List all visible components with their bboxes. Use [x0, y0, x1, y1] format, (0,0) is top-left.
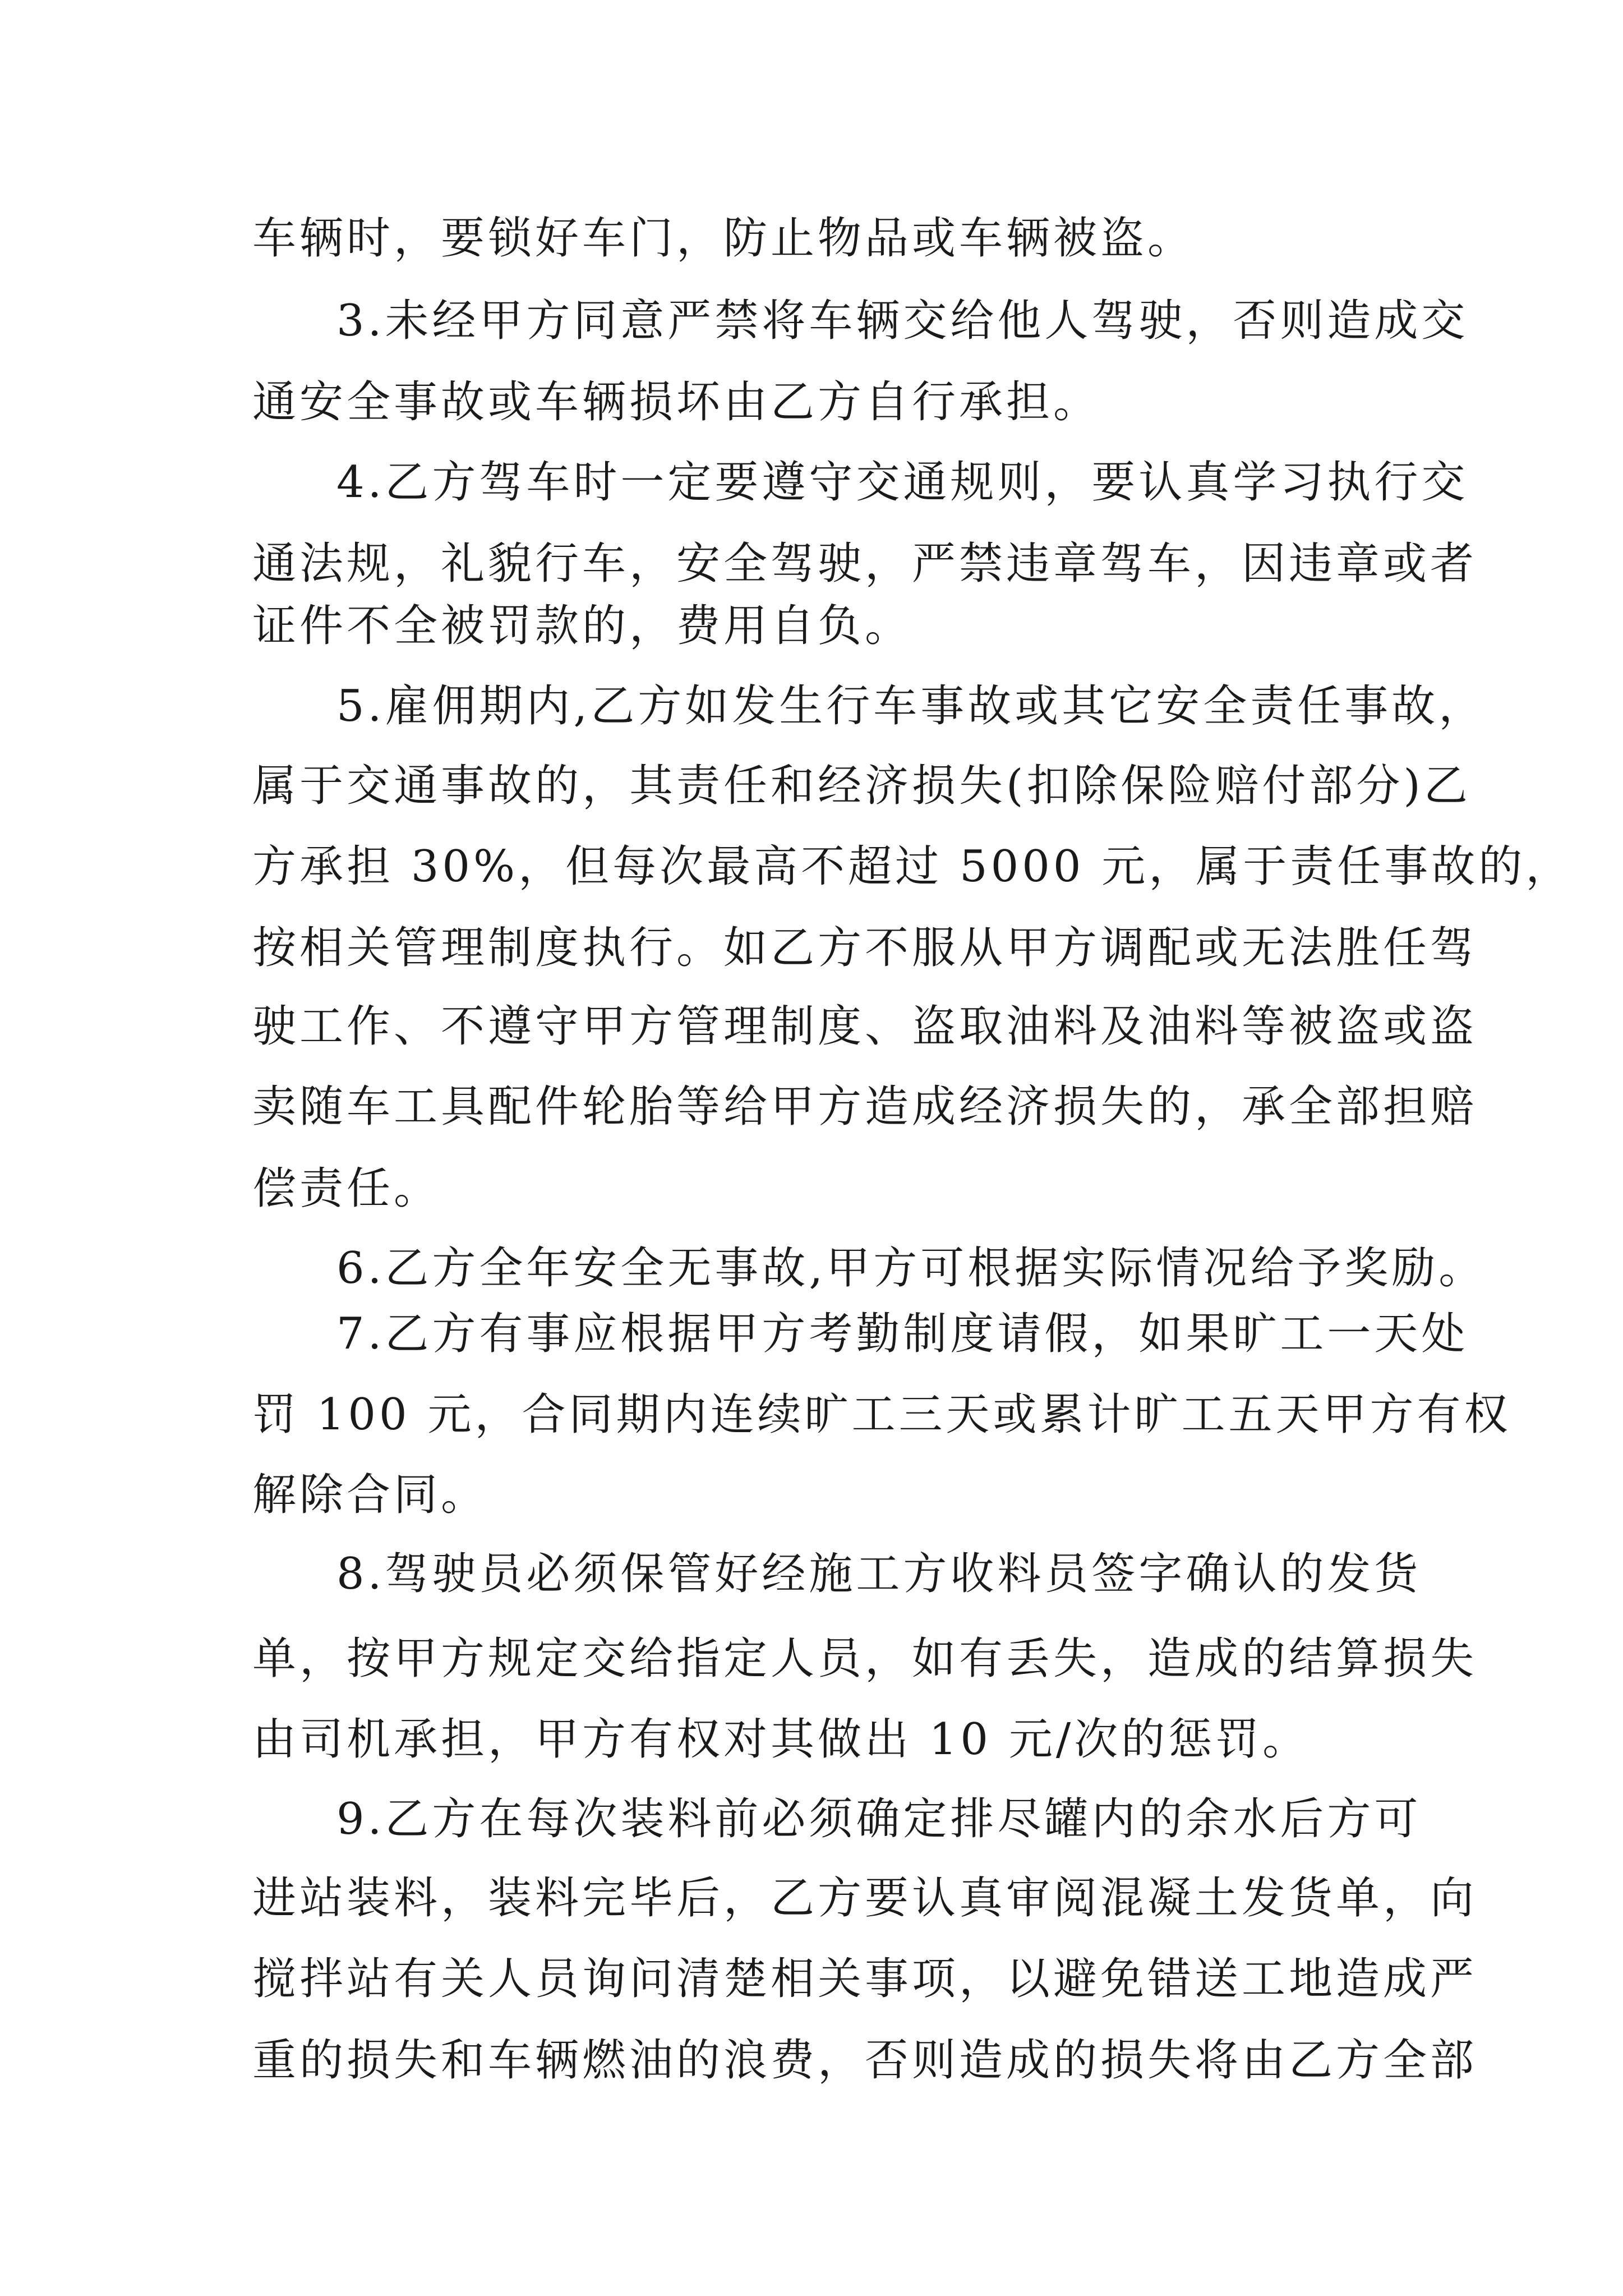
- clause-9-line-1: 9.乙方在每次装料前必须确定排尽罐内的余水后方可: [336, 1794, 1422, 1844]
- clause-5-line-1: 5.雇佣期内,乙方如发生行车事故或其它安全责任事故，: [336, 681, 1486, 731]
- clause-5-line-5: 驶工作、不遵守甲方管理制度、盗取油料及油料等被盗或盗: [252, 1001, 1478, 1052]
- clause-7-line-2: 罚 100 元，合同期内连续旷工三天或累计旷工五天甲方有权: [252, 1389, 1511, 1440]
- clause-3-line-1: 3.未经甲方同意严禁将车辆交给他人驾驶，否则造成交: [336, 296, 1469, 346]
- clause-8-line-3: 由司机承担，甲方有权对其做出 10 元/次的惩罚。: [252, 1714, 1310, 1765]
- clause-5-line-7: 偿责任。: [252, 1163, 441, 1214]
- clause-4-line-2: 通法规，礼貌行车，安全驾驶，严禁违章驾车，因违章或者: [252, 539, 1478, 589]
- text-line: 车辆时，要锁好车门，防止物品或车辆被盗。: [252, 213, 1195, 264]
- clause-5-line-2: 属于交通事故的，其责任和经济损失(扣除保险赔付部分)乙: [252, 761, 1471, 811]
- clause-6-line-1: 6.乙方全年安全无事故,甲方可根据实际情况给予奖励。: [336, 1243, 1486, 1294]
- clause-7-line-1: 7.乙方有事应根据甲方考勤制度请假，如果旷工一天处: [336, 1309, 1469, 1359]
- clause-7-line-3: 解除合同。: [252, 1470, 488, 1520]
- clause-9-line-4: 重的损失和车辆燃油的浪费，否则造成的损失将由乙方全部: [252, 2035, 1478, 2086]
- clause-4-line-3: 证件不全被罚款的，费用自负。: [252, 601, 912, 651]
- clause-9-line-3: 搅拌站有关人员询问清楚相关事项，以避免错送工地造成严: [252, 1954, 1478, 2004]
- clause-5-line-6: 卖随车工具配件轮胎等给甲方造成经济损失的，承全部担赔: [252, 1082, 1478, 1132]
- clause-8-line-1: 8.驾驶员必须保管好经施工方收料员签字确认的发货: [336, 1549, 1422, 1599]
- clause-5-line-3: 方承担 30%，但每次最高不超过 5000 元，属于责任事故的，: [252, 841, 1573, 892]
- clause-5-line-4: 按相关管理制度执行。如乙方不服从甲方调配或无法胜任驾: [252, 923, 1478, 973]
- clause-4-line-1: 4.乙方驾车时一定要遵守交通规则，要认真学习执行交: [336, 457, 1469, 508]
- clause-9-line-2: 进站装料，装料完毕后，乙方要认真审阅混凝土发货单，向: [252, 1873, 1478, 1924]
- clause-3-line-2: 通安全事故或车辆损坏由乙方自行承担。: [252, 377, 1101, 427]
- clause-8-line-2: 单，按甲方规定交给指定人员，如有丢失，造成的结算损失: [252, 1634, 1478, 1684]
